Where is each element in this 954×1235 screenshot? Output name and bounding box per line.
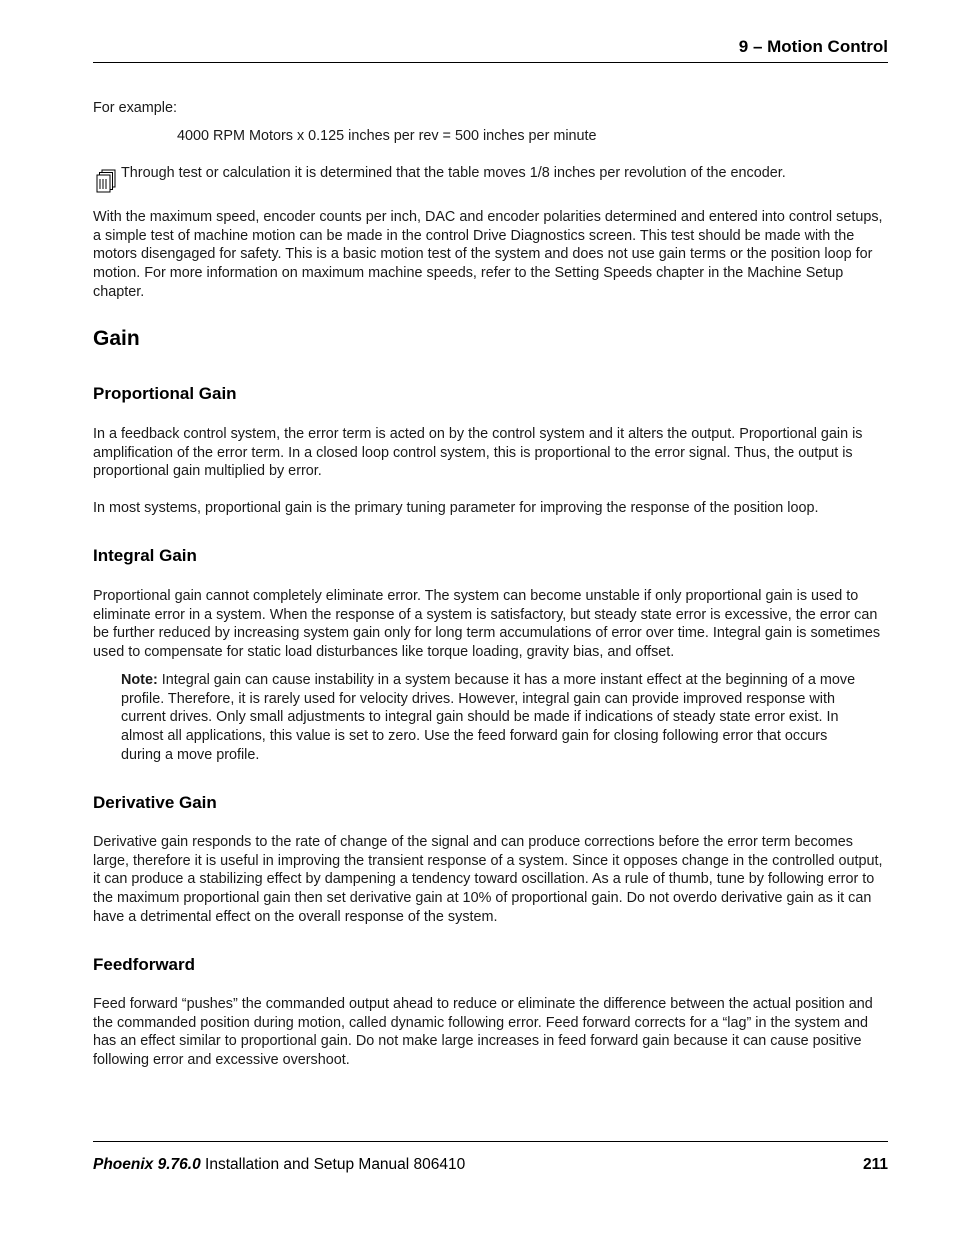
footer-manual: Installation and Setup Manual 806410	[205, 1156, 466, 1173]
feedforward-paragraph: Feed forward “pushes” the commanded output ahead to reduce or eliminate the difference between the actual position and the commanded position during motion, called dynamic following error. Feed forward corrects for a “lag” in the system and has an effect similar to proportional gain. Do not make large increases in feed forward gain because it can cause positive following error and excessive overshoot.	[93, 996, 873, 1069]
note-label: Note:	[121, 672, 158, 688]
header-rule	[93, 62, 888, 63]
heading-feedforward: Feedforward	[93, 955, 196, 974]
example-formula: 4000 RPM Motors x 0.125 inches per rev = 500 inches per minute	[177, 128, 597, 144]
proportional-paragraph-2: In most systems, proportional gain is the primary tuning parameter for improving the response of the position loop.	[93, 500, 819, 516]
section-title-gain: Gain	[93, 327, 140, 350]
proportional-paragraph-1: In a feedback control system, the error term is acted on by the control system and it alters the output. Proportional gain is amplification of the error term. In a closed loop control system, this is proportional to the error signal. Thus, the output is proportional gain multiplied by error.	[93, 426, 863, 480]
footer-product: Phoenix 9.76.0	[93, 1156, 201, 1173]
heading-proportional-gain: Proportional Gain	[93, 384, 237, 403]
integral-note	[121, 671, 866, 765]
intro-paragraph: With the maximum speed, encoder counts per inch, DAC and encoder polarities determined and entered into control setups, a simple test of machine motion can be made in the control Drive Diagnostics screen. This test should be made with the motors disengaged for safety. This is a basic motion test of the system and does not use gain terms or the position loop for motion. For more information on maximum machine speeds, refer to the Setting Speeds chapter in the Machine Setup chapter.	[93, 209, 883, 300]
page-footer	[93, 1156, 888, 1174]
example-label: For example:	[93, 100, 177, 116]
running-head: 9 – Motion Control	[738, 37, 888, 56]
heading-derivative-gain: Derivative Gain	[93, 793, 217, 812]
book-icon	[95, 169, 117, 193]
derivative-paragraph: Derivative gain responds to the rate of change of the signal and can produce corrections before the error term becomes large, therefore it is useful in improving the transient response of a system. Since it opposes change in the controlled output, it can produce a stabilizing effect by dampening a tendency toward oscillation. As a rule of thumb, tune by following error to the maximum proportional gain then set derivative gain at 10% of proportional gain. Do not overdo derivative gain as it can have a detrimental effect on the overall response of the system.	[93, 834, 883, 925]
page-number: 211	[862, 1156, 888, 1173]
integral-paragraph-1: Proportional gain cannot completely eliminate error. The system can become unstable if only proportional gain is used to eliminate error in a system. When the response of a system is satisfactory, but steady state error is excessive, the error can be further reduced by increasing system gain only for long term accumulations of error over time. Integral gain is sometimes used to compensate for static load disturbances like torque loading, gravity bias, and offset.	[93, 588, 881, 661]
icon-note-text: Through test or calculation it is determined that the table moves 1/8 inches per revolution of the encoder.	[121, 165, 786, 181]
note-text: Integral gain can cause instability in a system because it has a more instant effect at the beginning of a move profile. Therefore, it is rarely used for velocity drives. However, integral gain can provide improved response with current drives. Only small adjustments to integral gain should be made if indications of steady state error exist. In almost all applications, this value is set to zero. Use the feed forward gain for closing following error that occurs during a move profile.	[121, 672, 860, 763]
heading-integral-gain: Integral Gain	[93, 546, 197, 565]
footer-rule	[93, 1141, 888, 1142]
